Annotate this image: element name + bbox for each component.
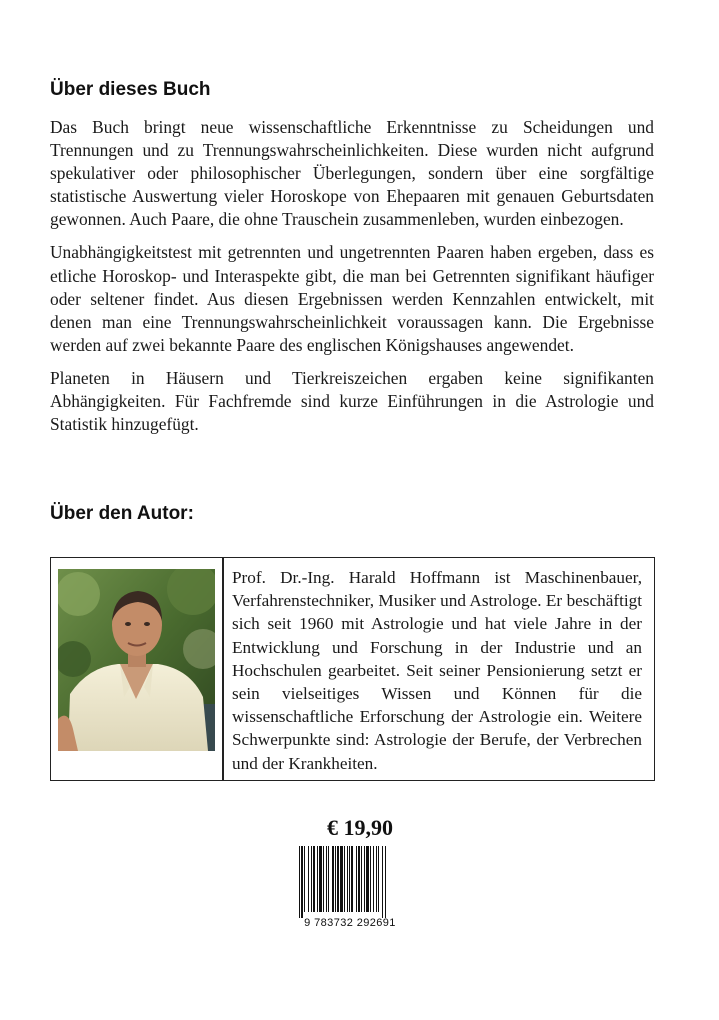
barcode-bar [347,846,348,912]
barcode-bar [323,846,324,912]
about-book-text [50,116,654,446]
barcode-bar [349,846,350,912]
barcode-bar [337,846,339,912]
barcode-bar [373,846,374,912]
barcode-bar [351,846,353,912]
price-label: € 19,90 [327,815,393,840]
box-divider [222,558,224,780]
author-bio: Prof. Dr.-Ing. Harald Hoffmann ist Maschinenbauer, Verfahrenstechniker, Musiker und Astrologe. Er beschäftigt sich seit 1960 mit Astrologie und hat viele Jahre in der Entwicklung und Forschung in der Industrie und an Hochschulen gearbeitet. Seit seiner Pensionierung setzt er sein vielseitiges Wissen und Können für die wissenschaftliche Erforschung der Astrologie ein. Weitere Schwerpunkte sind: Astrologie der Berufe, der Verbrechen und der Krankheiten. [232,568,642,773]
barcode-bar [304,846,305,912]
barcode-bar [361,846,362,912]
barcode-bar [364,846,365,912]
author-box [50,557,655,781]
barcode-bar [376,846,377,912]
barcode-bar [385,846,386,918]
barcode-bar [366,846,369,912]
barcode-bar [332,846,334,912]
barcode-bar [344,846,345,912]
author-photo [58,569,215,751]
barcode-bar [356,846,357,912]
about-author-heading: Über den Autor: [50,503,194,524]
about-book-heading: Über dieses Buch [50,79,211,100]
barcode-bar [313,846,315,912]
barcode-bar [370,846,371,912]
barcode-bar [382,846,383,918]
barcode-bar [358,846,360,912]
barcode-bar [328,846,329,912]
barcode-bar [335,846,336,912]
barcode-bar [317,846,318,912]
isbn-number: 9 783732 292691 [304,917,396,929]
barcode-bar [378,846,379,912]
about-book-paragraph-1: Das Buch bringt neue wissenschaftliche Erkenntnisse zu Scheidungen und Trennungen und zu Trennungswahrscheinlichkeiten. Diese wurden nicht aufgrund spekulativer oder philosophischer Überlegungen, sondern über eine sorgfältige statistische Auswertung vieler Horoskope von Ehepaaren mit genauen Geburtsdaten gewonnen. Auch Paare, die ohne Trauschein zusammenleben, wurden einbezogen. [50,117,654,230]
barcode-bar [319,846,322,912]
barcode-bar [340,846,343,912]
barcode-bar [326,846,327,912]
barcode-bar [299,846,300,918]
barcode-bar [308,846,309,912]
about-book-paragraph-3: Planeten in Häusern und Tierkreiszeichen ergaben keine signifikanten Abhängigkeiten. Für Fachfremde sind kurze Einführungen in die Astrologie und Statistik hinzugefügt. [50,367,654,435]
barcode-bar [301,846,303,918]
barcode [297,846,403,928]
about-book-paragraph-2: Unabhängigkeitstest mit getrennten und ungetrennten Paaren haben ergeben, dass es etliche Horoskop- und Interaspekte gibt, die man bei Getrennten signifikant häufiger oder seltener findet. Aus diesen Ergebnissen werden Kennzahlen entwickelt, mit denen man eine Trennungswahrscheinlichkeit voraussagen kann. Die Ergebnisse werden auf zwei bekannte Paare des englischen Königshauses angewendet. [50,242,654,355]
barcode-bar [311,846,312,912]
